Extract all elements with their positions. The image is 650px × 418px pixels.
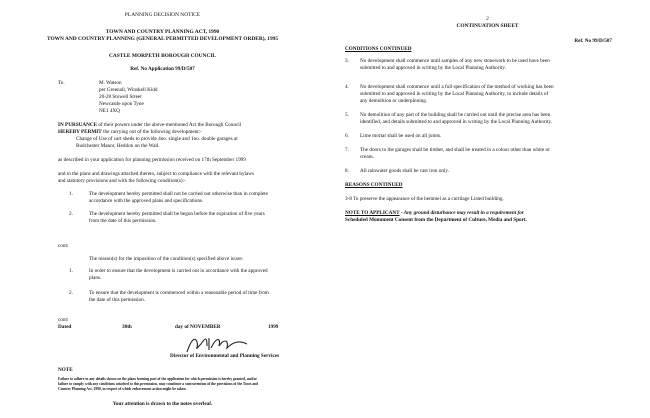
- permit-line: [58, 129, 202, 135]
- dated-day: 30th: [122, 324, 132, 330]
- right-page: [325, 0, 650, 418]
- dated-year: 1999: [268, 324, 279, 330]
- condition-3-num: 3.: [345, 58, 349, 64]
- pursuance-line: [58, 122, 241, 128]
- applicant-note-rest: - Any ground disturbance may result in a requirement for: [399, 210, 524, 216]
- pursuance-lead: IN PURSUANCE: [58, 122, 98, 128]
- condition-8-line-1: All rainwater goods shall be cast iron only.: [360, 168, 449, 174]
- address-line-5: NE1 4XQ: [99, 108, 120, 114]
- reason-2-line-1: To ensure that the development is commenced within a reasonable period of time from: [89, 290, 269, 296]
- as-described: as described in your application for planning permission received on 17th September 1999: [58, 157, 246, 163]
- note-line-2: failure to comply with any conditions attached to this permission, may constitute a contravention of the provisions of the Town and: [58, 382, 259, 386]
- note-line-3: Country Planning Act, 1990, in respect of which enforcement action might be taken.: [58, 387, 187, 391]
- permit-rest: the carrying out of the following development:-: [101, 129, 202, 135]
- condition-4-line-2: submitted to and approved in writing by the Local Planning Authority, to include details of: [360, 91, 549, 97]
- pursuance-rest: of their powers under the above-mentioned Act the Borough Council: [97, 122, 242, 128]
- council-name: CASTLE MORPETH BOROUGH COUNCIL: [108, 53, 217, 59]
- condition-3-line-1: No development shall commence until samples of any new stonework to be used have been: [360, 58, 550, 64]
- conditions-heading: CONDITIONS CONTINUED: [345, 46, 412, 52]
- reason-2-line-2: the date of this permission.: [89, 297, 146, 303]
- plans-line-1: and in the plans and drawings attached thereto, subject to compliance with the relevant bylaws: [58, 171, 255, 177]
- note-title: NOTE: [58, 367, 73, 373]
- condition-4-line-3: any demolition or underpinning.: [360, 98, 428, 104]
- condition-1-line-2: accordance with the approved plans and specifications.: [89, 198, 204, 204]
- act-line-2: TOWN AND COUNTRY PLANNING (GENERAL PERMITTED DEVELOPMENT ORDER), 1995: [46, 36, 279, 42]
- attention-line: Your attention is drawn to the notes overleaf.: [112, 401, 213, 407]
- condition-4-num: 4.: [345, 84, 349, 90]
- continuation-title: CONTINUATION SHEET: [456, 23, 519, 29]
- condition-1-line-1: The development hereby permitted shall not be carried out otherwise than in complete: [89, 191, 268, 197]
- condition-2-num: 2.: [69, 211, 73, 217]
- director-title: Director of Environmental and Planning Services: [170, 353, 280, 359]
- condition-7-line-2: cream.: [360, 154, 374, 160]
- condition-7-num: 7.: [345, 147, 349, 153]
- reasons-intro: The reason(s) for the imposition of the condition(s) specified above is/are:: [89, 256, 244, 262]
- note-line-1: Failure to adhere to any details shown on the plans forming part of the application for which permission is hereby granted, and/or: [58, 377, 257, 381]
- applicant-note-line-1: [345, 210, 524, 216]
- condition-6-num: 6.: [345, 133, 349, 139]
- condition-7-line-1: The doors to the garages shall be timber, and shall be treated in a colour other than white or: [360, 147, 550, 153]
- development-line-1: Change of Use of cart sheds to provide 4no. single and 1no. double garages at: [76, 136, 238, 142]
- continuation-ref: Ref. No 99/D/507: [574, 38, 612, 44]
- dated-month: day of NOVEMBER: [175, 324, 221, 330]
- permit-bold: HEREBY PERMIT: [58, 129, 102, 135]
- condition-1-num: 1.: [69, 191, 73, 197]
- development-line-2: Rudchester Manor, Heddon on the Wall.: [76, 143, 160, 149]
- act-line-1: TOWN AND COUNTRY PLANNING ACT, 1990: [105, 29, 220, 35]
- address-line-3: 20-28 Stowell Street: [99, 94, 142, 100]
- plans-line-2: and statutory provisions and with the following condition(s):-: [58, 178, 186, 184]
- address-line-2: per Greenall, Winskell Kidd: [99, 87, 158, 93]
- applicant-note-label: NOTE TO APPLICANT: [345, 210, 400, 216]
- reasons-heading: REASONS CONTINUED: [345, 182, 403, 188]
- condition-6-line-1: Lime mortar shall be used on all joints.: [360, 133, 442, 139]
- condition-8-num: 8.: [345, 168, 349, 174]
- to-label: To.: [58, 80, 65, 86]
- reason-1-num: 1.: [69, 268, 73, 274]
- dated-label: Dated: [58, 324, 72, 330]
- applicant-note-line-2: Scheduled Monument Consent from the Department of Culture, Media and Sport.: [345, 217, 527, 223]
- condition-3-line-2: submitted to and approved in writing by the Local Planning Authority.: [360, 65, 506, 71]
- condition-5-line-2: identified, and details submitted to and approved in writing by the Local Planning Authority.: [360, 119, 552, 125]
- cont2-label: cont/: [58, 317, 69, 323]
- address-line-1: M. Watson: [99, 80, 122, 86]
- condition-5-line-1: No demolition of any part of the building shall be carried out until the precise area has been: [360, 112, 551, 118]
- address-line-4: Newcastle upon Tyne: [99, 101, 144, 107]
- reason-2-num: 2.: [69, 290, 73, 296]
- notice-title: PLANNING DECISION NOTICE: [124, 12, 201, 18]
- condition-2-line-2: from the date of this permission.: [89, 218, 157, 224]
- reason-1-line-2: plans.: [89, 275, 102, 281]
- cont-label: cont/: [58, 243, 69, 249]
- reasons-text: 3-8 To preserve the appearance of the hemmel as a curtilage Listed building.: [345, 196, 504, 202]
- condition-2-line-1: The development hereby permitted shall be begun before the expiration of five years: [89, 211, 265, 217]
- page-number: 2: [486, 16, 489, 22]
- condition-4-line-1: No development shall commence until a full specification of the method of working has been: [360, 84, 554, 90]
- application-ref: Ref. No Application 99/D/507: [130, 66, 195, 72]
- condition-5-num: 5.: [345, 112, 349, 118]
- reason-1-line-1: In order to ensure that the development is carried out in accordance with the approved: [89, 268, 268, 274]
